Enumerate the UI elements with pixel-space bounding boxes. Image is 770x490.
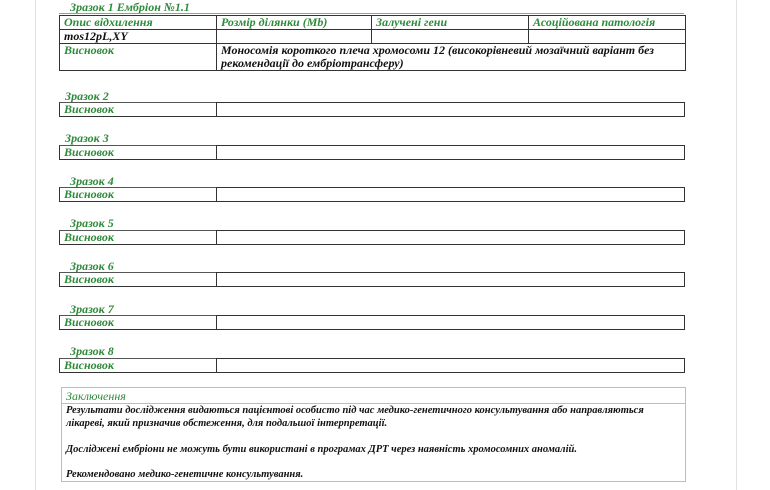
- sample-1-table: [59, 15, 686, 71]
- sample-title: Зразок 7: [70, 302, 114, 316]
- conclusion-label: Висновок: [60, 44, 217, 71]
- sample-title: Зразок 5: [70, 216, 114, 230]
- sample-row: [59, 230, 684, 245]
- divider: [59, 13, 684, 14]
- conclusion-paragraph-2: Досліджені ембріони не можуть бути використані в програмах ДРТ через наявність хромосомних аномалій.: [66, 444, 577, 455]
- conclusion-label: Висновок: [64, 358, 114, 372]
- conclusion-label-cell: [59, 272, 217, 287]
- conclusion-value-cell: [216, 315, 685, 330]
- conclusion-value-cell: [216, 358, 685, 373]
- table-header-row: [60, 16, 686, 30]
- header-size: Розмір ділянки (Mb): [217, 16, 372, 30]
- conclusion-value: Моносомія короткого плеча хромосоми 12 (високорівневий мозаїчний варіант без рекомендації до ембріотрансферу): [217, 44, 686, 71]
- sample-title: Зразок 3: [65, 131, 109, 145]
- cell-description: mos12pL,XY: [60, 30, 217, 44]
- conclusion-value-cell: [216, 272, 685, 287]
- sample-title: Зразок 2: [65, 89, 109, 103]
- conclusion-value-cell: [216, 102, 685, 117]
- conclusion-label: Висновок: [64, 187, 114, 201]
- cell-size: [217, 30, 372, 44]
- final-conclusion-box: [61, 387, 686, 482]
- header-pathology: Асоційована патологія: [529, 16, 686, 30]
- cell-pathology: [529, 30, 686, 44]
- conclusion-label-cell: [59, 358, 217, 373]
- conclusion-label: Висновок: [64, 102, 114, 116]
- conclusion-row: [60, 44, 686, 71]
- conclusion-label-cell: [59, 102, 217, 117]
- header-genes: Залучені гени: [372, 16, 529, 30]
- sample-1-title: Зразок 1 Ембріон №1.1: [70, 0, 190, 14]
- sample-row: [59, 358, 684, 373]
- conclusion-value-cell: [216, 145, 685, 160]
- conclusion-label-cell: [59, 187, 217, 202]
- conclusion-label: Висновок: [64, 272, 114, 286]
- conclusion-label: Висновок: [64, 230, 114, 244]
- header-description: Опис відхилення: [60, 16, 217, 30]
- table-row: [60, 30, 686, 44]
- conclusion-paragraph-1: Результати дослідження видаються пацієнтові особисто під час медико-генетичного консультування або направляються лікареві, який призначив обстеження, для подальшої інтерпретації.: [66, 405, 644, 429]
- conclusion-label-cell: [59, 315, 217, 330]
- conclusion-label: Висновок: [64, 315, 114, 329]
- conclusion-paragraph-3: Рекомендовано медико-генетичне консультування.: [66, 469, 304, 480]
- sample-title: Зразок 4: [70, 174, 114, 188]
- final-conclusion-title: Заключення: [66, 389, 126, 403]
- sample-row: [59, 272, 684, 287]
- conclusion-value-cell: [216, 230, 685, 245]
- conclusion-label: Висновок: [64, 145, 114, 159]
- sample-row: [59, 102, 684, 117]
- conclusion-label-cell: [59, 145, 217, 160]
- sample-row: [59, 187, 684, 202]
- conclusion-value-cell: [216, 187, 685, 202]
- sample-title: Зразок 8: [70, 344, 114, 358]
- cell-genes: [372, 30, 529, 44]
- sample-title: Зразок 6: [70, 259, 114, 273]
- sample-row: [59, 145, 684, 160]
- conclusion-label-cell: [59, 230, 217, 245]
- sample-row: [59, 315, 684, 330]
